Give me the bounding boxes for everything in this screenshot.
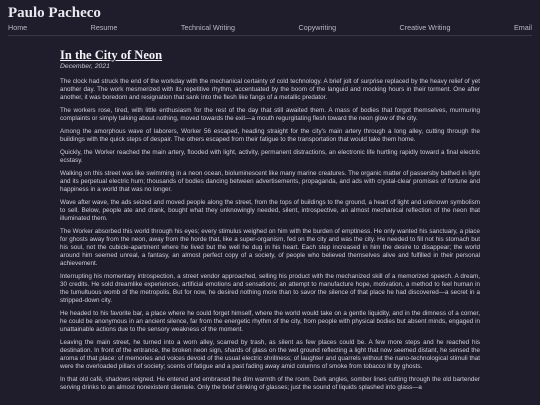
article-paragraph: Among the amorphous wave of laborers, Worker 56 escaped, heading straight for the city's main artery through a long alley, cutting through the buildings with the quick steps of despair. The others escaped from their fatigue to the transportation that would take them home. bbox=[60, 128, 480, 143]
nav-copywriting[interactable]: Copywriting bbox=[298, 23, 337, 32]
nav-technical-writing[interactable]: Technical Writing bbox=[180, 23, 236, 32]
nav-email[interactable]: Email bbox=[513, 23, 532, 32]
article-title: In the City of Neon bbox=[60, 48, 163, 62]
article-paragraph: Quickly, the Worker reached the main artery, flooded with light, activity, permanent distractions, an electronic life hurtling rapidly toward a final electric ecstasy. bbox=[60, 149, 480, 164]
article-paragraph: Wave after wave, the ads seized and moved people along the street, from the tops of buildings to the ground, a heart of light and unknown symbolism to sell. Below, people ate and drank, bought what they unknowingly needed, silent, introspective, an almost mechanical reflection of the neon that illuminated them. bbox=[60, 199, 480, 222]
article-paragraph: He headed to his favorite bar, a place where he could forget himself, where the world would take on a gentle liquidity, and in the dimness of a corner, he could be anonymous in an ancient silence, far from the energetic rhythm of the city, from people with physical bodies but absent minds, engaged in unattainable actions due to the sensory weakness of the moment. bbox=[60, 310, 480, 333]
site-header bbox=[0, 0, 540, 36]
article-paragraph: In that old café, shadows reigned. He entered and embraced the dim warmth of the room. Dark angles, somber lines cutting through the old bartender serving drinks to an almost nonexistent clientele. Only the brief clinking of glasses; just the sound of liquids splashed into glass—a bbox=[60, 376, 480, 391]
article-paragraph: Walking on this street was like swimming in a neon ocean, bioluminescent like many marine creatures. The organic matter of passersby bathed in light and its perpetual electric hum; thousands of bodies dancing between advertisements, propaganda, and ads with crystal-clear promises of fortune and happiness in a world that was no longer. bbox=[60, 170, 480, 193]
nav-home[interactable]: Home bbox=[8, 23, 28, 32]
article-paragraph: Interrupting his momentary introspection, a street vendor approached, selling his product with the mechanized skill of a memorized speech. A dream, 30 credits. He sold dreamlike experiences, artificial emotions and sensations; an attempt to manufacture hope, motivation, a method to feel human in the tumultuous womb of the metropolis. But for now, he desired nothing more than to savor the silence of that place he had discovered—a secret in a stripped-down city. bbox=[60, 273, 480, 304]
article-paragraph: The clock had struck the end of the workday with the mechanical certainty of cold technology. A brief jolt of surprise replaced by the heavy relief of yet another day. The work mesmerized with its repetitive rhythm, accentuated by the boom of the languid and mocking hours in their torment. One after another, it was boredom and resignation that sank into the flesh like fangs of a metallic predator. bbox=[60, 78, 480, 101]
nav-creative-writing[interactable]: Creative Writing bbox=[399, 23, 451, 32]
article-date: December, 2021 bbox=[60, 63, 110, 70]
main-nav bbox=[8, 23, 532, 36]
nav-resume[interactable]: Resume bbox=[90, 23, 118, 32]
article-paragraph: The Worker absorbed this world through his eyes; every stimulus weighed on him with the burden of emptiness. He only wanted his sanctuary, a place for ghosts away from the neon, away from the horde that, like a super-organism, fed on the city and was the city. He needed to fill not his stomach but his soul, not the cubicle-apartment where he lived but the well he dug in his heart. Each step increased in him the desire to disappear; the world around him seemed unreal, a fantasy, an almost perfect copy of a society, of people who believed themselves alive and fulfilled in their personal achievement. bbox=[60, 228, 480, 267]
article-paragraph: The workers rose, tired, with little enthusiasm for the rest of the day that still awaited them. A mass of bodies that forgot themselves, murmuring complaints or simply talking about nothing, moved towards the exit—a mouth regurgitating flesh toward the neon glow of the city. bbox=[60, 107, 480, 122]
site-title: Paulo Pacheco bbox=[8, 5, 101, 21]
article-paragraph: Leaving the main street, he turned into a worn alley, scarred by trash, as silent as few places could be. A few more steps and he reached his destination. In front of the entrance, the broken neon sign, shards of glass on the wet ground reflecting a light that now seemed distant, he sensed the aroma of that place: of memories and voices devoid of the usual electric shrillness; of laughter and quarrels without the nano-technological stimuli that were the overloaded pillars of society; scents of fatigue and a past fading away amid columns of smoke from tobacco lit by ghosts. bbox=[60, 339, 480, 370]
article bbox=[0, 36, 540, 392]
